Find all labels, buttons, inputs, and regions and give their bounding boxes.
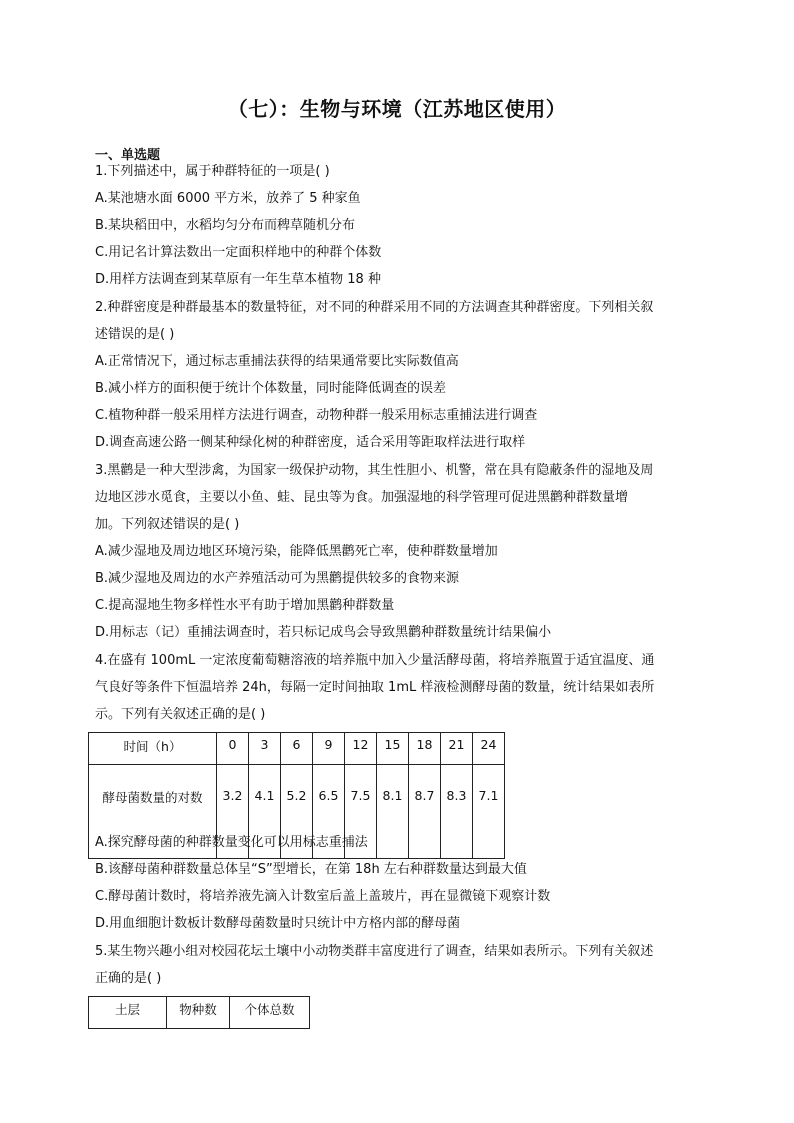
- table-row: [89, 733, 505, 765]
- table-row: [89, 997, 310, 1029]
- question-3-option-d: D.用标志（记）重捕法调查时，若只标记成鸟会导致黑鹳种群数量统计结果偏小: [95, 625, 552, 640]
- question-1-stem: 1.下列描述中，属于种群特征的一项是( ): [95, 164, 330, 179]
- question-4-stem-cont2: 示。下列有关叙述正确的是( ): [95, 707, 266, 722]
- question-3-stem-cont: 边地区涉水觅食，主要以小鱼、蛙、昆虫等为食。加强湿地的科学管理可促进黑鹳种群数量增: [95, 490, 629, 505]
- page-title: （七）：生物与环境（江苏地区使用）: [227, 97, 567, 121]
- question-4-stem: 4.在盛有 100mL 一定浓度葡萄糖溶液的培养瓶中加入少量活酵母菌，将培养瓶置于适宜温度、通: [95, 653, 655, 668]
- question-1-option-b: B.某块稻田中，水稻均匀分布而稗草随机分布: [95, 218, 356, 233]
- question-3-stem-cont2: 加。下列叙述错误的是( ): [95, 517, 240, 532]
- table-cell: 12: [345, 733, 377, 765]
- table-cell: 6: [281, 733, 313, 765]
- question-2-option-a: A.正常情况下，通过标志重捕法获得的结果通常要比实际数值高: [95, 354, 459, 369]
- table-cell: 8.1: [377, 765, 409, 859]
- table-cell: 8.7: [409, 765, 441, 859]
- question-4-option-c: C.酵母菌计数时，将培养液先滴入计数室后盖上盖玻片，再在显微镜下观察计数: [95, 889, 551, 904]
- question-4-option-d: D.用血细胞计数板计数酵母菌数量时只统计中方格内部的酵母菌: [95, 916, 461, 931]
- table-cell: 24: [473, 733, 505, 765]
- table-row-label: 酵母菌数量的对数: [89, 765, 217, 859]
- question-4-option-b: B.该酵母菌种群数量总体呈“S”型增长，在第 18h 左右种群数量达到最大值: [95, 862, 527, 877]
- question-4-stem-cont: 气良好等条件下恒温培养 24h，每隔一定时间抽取 1mL 样液检测酵母菌的数量，统计结果如表所: [95, 680, 655, 695]
- question-4-option-a: A.探究酵母菌的种群数量变化可以用标志重捕法: [95, 835, 368, 850]
- question-5-stem: 5.某生物兴趣小组对校园花坛土壤中小动物类群丰富度进行了调查，结果如表所示。下列有关叙述: [95, 944, 654, 959]
- table-cell: 4.1: [249, 765, 281, 859]
- question-5-stem-cont: 正确的是( ): [95, 971, 162, 986]
- soil-animal-table: [88, 996, 310, 1029]
- table-cell: 18: [409, 733, 441, 765]
- table-cell: 3: [249, 733, 281, 765]
- question-3-option-a: A.减少湿地及周边地区环境污染，能降低黑鹳死亡率，使种群数量增加: [95, 544, 498, 559]
- table-header-soil-layer: 土层: [89, 997, 167, 1029]
- question-2-stem: 2.种群密度是种群最基本的数量特征，对不同的种群采用不同的方法调查其种群密度。下列相关叙: [95, 300, 654, 315]
- question-3-option-b: B.减少湿地及周边的水产养殖活动可为黑鹳提供较多的食物来源: [95, 571, 460, 586]
- question-1-option-a: A.某池塘水面 6000 平方米，放养了 5 种家鱼: [95, 191, 361, 206]
- table-header-time: 时间（h）: [89, 733, 217, 765]
- question-2-option-c: C.植物种群一般采用样方法进行调查，动物种群一般采用标志重捕法进行调查: [95, 408, 538, 423]
- table-cell: 5.2: [281, 765, 313, 859]
- table-header-species-count: 物种数: [167, 997, 230, 1029]
- table-cell: 3.2: [217, 765, 249, 859]
- table-cell: 0: [217, 733, 249, 765]
- section-heading: 一、单选题: [95, 148, 161, 163]
- table-cell: 9: [313, 733, 345, 765]
- question-2-option-d: D.调查高速公路一侧某种绿化树的种群密度，适合采用等距取样法进行取样: [95, 435, 526, 450]
- question-2-option-b: B.减小样方的面积便于统计个体数量，同时能降低调查的误差: [95, 381, 447, 396]
- question-1-option-c: C.用记名计算法数出一定面积样地中的种群个体数: [95, 245, 382, 260]
- question-1-option-d: D.用样方法调查到某草原有一年生草本植物 18 种: [95, 272, 381, 287]
- table-cell: 8.3: [441, 765, 473, 859]
- table-cell: 7.5: [345, 765, 377, 859]
- table-cell: 6.5: [313, 765, 345, 859]
- table-cell: 21: [441, 733, 473, 765]
- question-3-stem: 3.黑鹳是一种大型涉禽，为国家一级保护动物，其生性胆小、机警，常在具有隐蔽条件的湿地及周: [95, 463, 654, 478]
- table-header-individual-total: 个体总数: [230, 997, 310, 1029]
- table-cell: 7.1: [473, 765, 505, 859]
- question-3-option-c: C.提高湿地生物多样性水平有助于增加黑鹳种群数量: [95, 598, 395, 613]
- question-2-stem-cont: 述错误的是( ): [95, 327, 175, 342]
- table-cell: 15: [377, 733, 409, 765]
